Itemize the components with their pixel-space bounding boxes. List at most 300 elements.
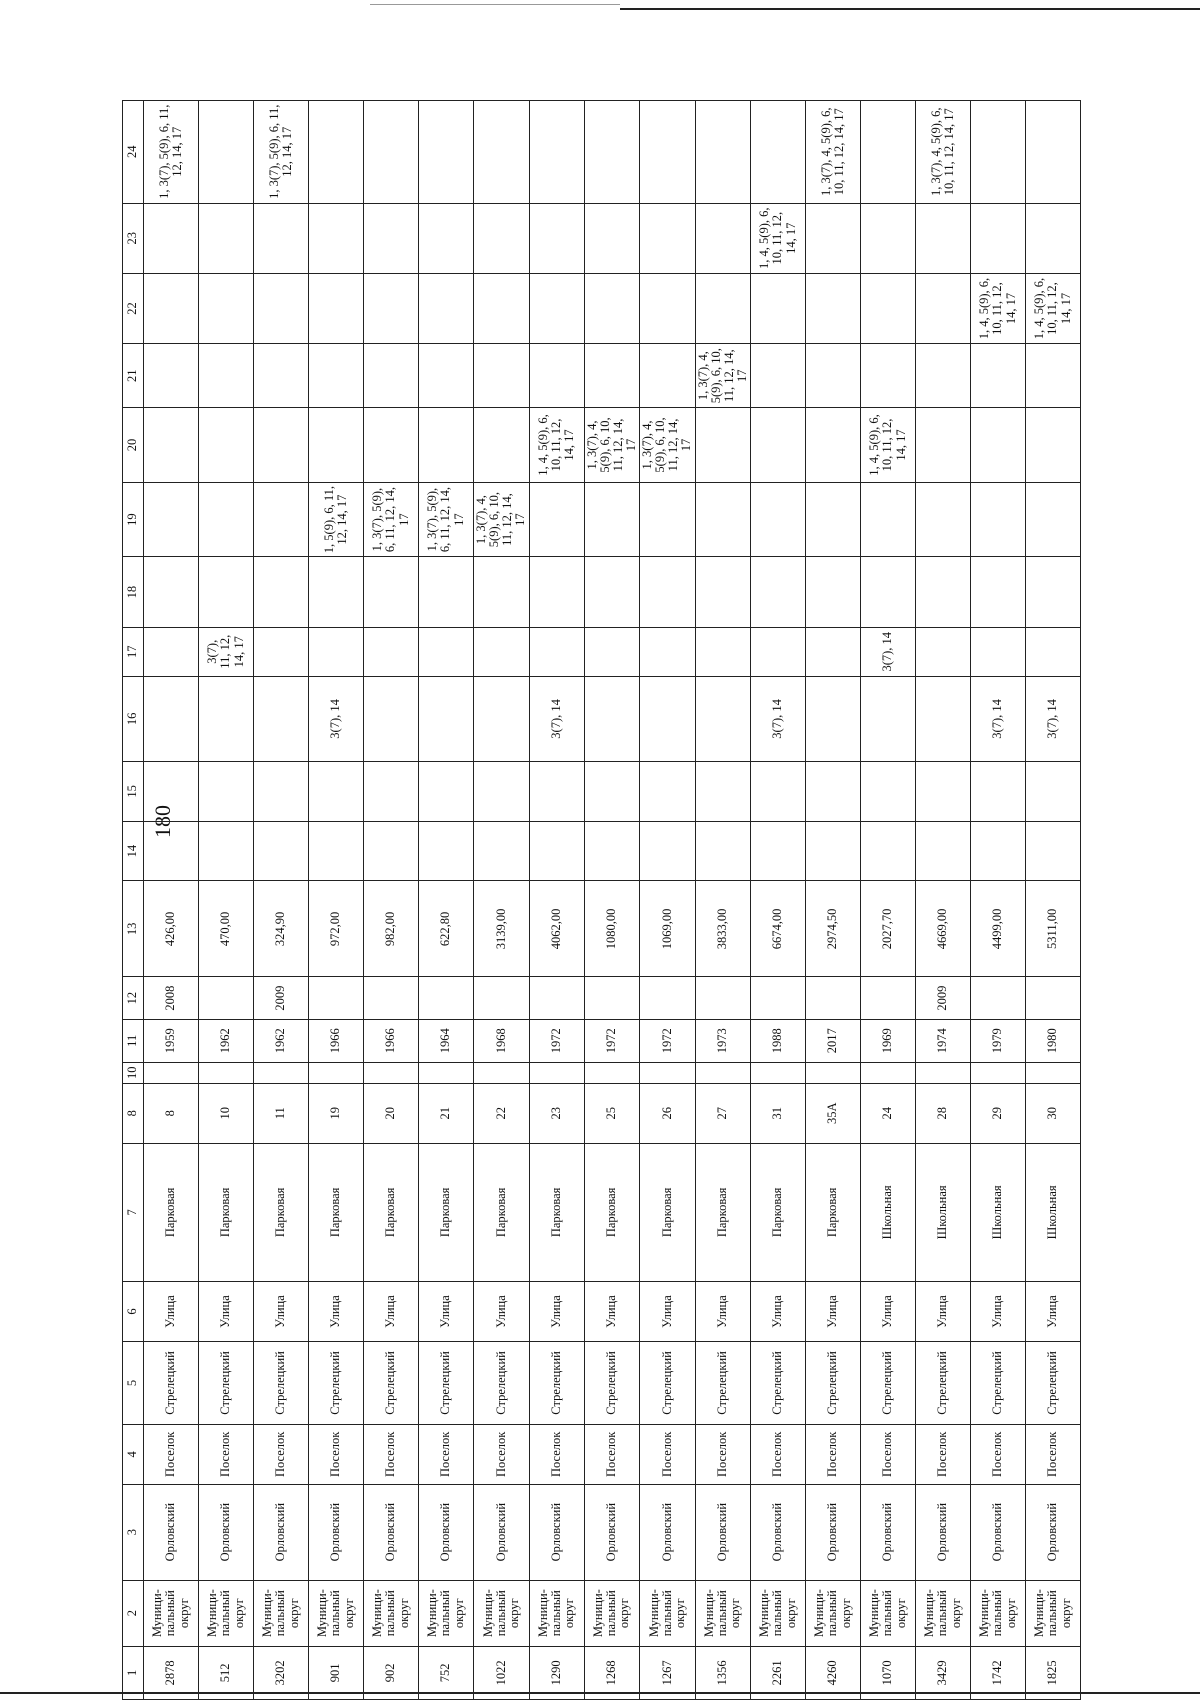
table-cell: Муници-пальный округ: [364, 1580, 419, 1646]
table-cell: [916, 557, 971, 627]
table-cell: 3(7), 14: [861, 627, 916, 676]
table-cell: [695, 482, 751, 557]
table-cell: Парковая: [309, 1143, 364, 1282]
table-cell: [1026, 482, 1081, 557]
table-cell: [1026, 557, 1081, 627]
column-header: 10: [123, 1062, 144, 1083]
table-cell: Орловский: [806, 1484, 861, 1580]
table-row: [971, 101, 1026, 1700]
table-cell: 426,00: [144, 881, 199, 977]
table-cell: Школьная: [861, 1143, 916, 1282]
table-row: [529, 101, 584, 1700]
table-cell: 2017: [806, 1019, 861, 1062]
table-cell: Стрелецкий: [144, 1341, 199, 1424]
table-cell: [971, 821, 1026, 881]
table-cell: [584, 482, 640, 557]
table-cell: [861, 1062, 916, 1083]
table-cell: [474, 821, 530, 881]
column-header: 23: [123, 203, 144, 273]
table-cell: [584, 977, 640, 1020]
table-cell: [254, 1062, 309, 1083]
column-header: 12: [123, 977, 144, 1020]
table-cell: [1026, 1062, 1081, 1083]
table-cell: [364, 273, 419, 343]
table-cell: Муници-пальный округ: [254, 1580, 309, 1646]
table-cell: 972,00: [309, 881, 364, 977]
column-header: 13: [123, 881, 144, 977]
table-cell: [916, 273, 971, 343]
table-cell: Орловский: [1026, 1484, 1081, 1580]
table-cell: [199, 203, 254, 273]
table-cell: [806, 408, 861, 483]
table-cell: [199, 676, 254, 761]
column-header: 8: [123, 1083, 144, 1143]
table-cell: Парковая: [529, 1143, 584, 1282]
table-cell: [419, 762, 474, 822]
table-cell: [640, 101, 696, 204]
table-cell: [584, 1062, 640, 1083]
column-header: 24: [123, 101, 144, 204]
table-cell: Стрелецкий: [529, 1341, 584, 1424]
table-cell: [806, 762, 861, 822]
table-cell: [971, 627, 1026, 676]
table-cell: [640, 344, 696, 408]
table-cell: Муници-пальный округ: [971, 1580, 1026, 1646]
table-cell: 1964: [419, 1019, 474, 1062]
table-cell: Орловский: [529, 1484, 584, 1580]
table-cell: [916, 627, 971, 676]
table-cell: 3(7), 11, 12, 14, 17: [199, 627, 254, 676]
table-cell: [861, 344, 916, 408]
table-row: [364, 101, 419, 1700]
table-cell: [971, 482, 1026, 557]
table-cell: Орловский: [861, 1484, 916, 1580]
table-cell: Муници-пальный округ: [419, 1580, 474, 1646]
table-cell: [751, 627, 806, 676]
table-cell: 1969: [861, 1019, 916, 1062]
table-cell: [751, 344, 806, 408]
table-cell: [806, 557, 861, 627]
table-cell: [529, 627, 584, 676]
table-cell: [144, 557, 199, 627]
table-cell: 1988: [751, 1019, 806, 1062]
table-cell: 3833,00: [695, 881, 751, 977]
table-cell: [806, 627, 861, 676]
table-cell: 2008: [144, 977, 199, 1020]
table-cell: [144, 821, 199, 881]
table-cell: [751, 762, 806, 822]
table-row: [254, 101, 309, 1700]
table-cell: 1742: [971, 1646, 1026, 1699]
table-cell: Парковая: [751, 1143, 806, 1282]
table-cell: [584, 557, 640, 627]
table-cell: 1, 3(7), 4, 5(9), 6, 10, 11, 12, 14, 17: [916, 101, 971, 204]
table-cell: Орловский: [640, 1484, 696, 1580]
table-row: [584, 101, 640, 1700]
table-cell: Орловский: [254, 1484, 309, 1580]
table-cell: Муници-пальный округ: [751, 1580, 806, 1646]
table-cell: [806, 821, 861, 881]
table-row: [916, 101, 971, 1700]
table-cell: [695, 977, 751, 1020]
table-cell: 11: [254, 1083, 309, 1143]
table-cell: [806, 344, 861, 408]
table-cell: [861, 762, 916, 822]
table-row: [419, 101, 474, 1700]
table-cell: [419, 101, 474, 204]
table-cell: 1, 3(7), 4, 5(9), 6, 10, 11, 12, 14, 17: [640, 408, 696, 483]
column-header: 17: [123, 627, 144, 676]
table-cell: [474, 762, 530, 822]
table-cell: [529, 1062, 584, 1083]
table-cell: 982,00: [364, 881, 419, 977]
table-cell: [861, 101, 916, 204]
table-cell: [751, 977, 806, 1020]
table-cell: Стрелецкий: [309, 1341, 364, 1424]
table-cell: [474, 101, 530, 204]
table-cell: [199, 482, 254, 557]
table-cell: [309, 273, 364, 343]
table-cell: 22: [474, 1083, 530, 1143]
table-row: [640, 101, 696, 1700]
table-cell: [751, 482, 806, 557]
table-cell: [419, 203, 474, 273]
table-cell: [474, 627, 530, 676]
table-cell: Улица: [309, 1282, 364, 1342]
table-cell: 1, 5(9), 6, 11, 12, 14, 17: [309, 482, 364, 557]
table-cell: 1, 3(7), 5(9), 6, 11, 12, 14, 17: [419, 482, 474, 557]
table-cell: [640, 627, 696, 676]
table-cell: [474, 676, 530, 761]
table-cell: 3139,00: [474, 881, 530, 977]
table-cell: [419, 1062, 474, 1083]
table-cell: 29: [971, 1083, 1026, 1143]
table-cell: [751, 408, 806, 483]
table-cell: Поселок: [861, 1425, 916, 1485]
table-cell: [144, 676, 199, 761]
column-header: 16: [123, 676, 144, 761]
table-cell: [364, 821, 419, 881]
table-cell: 1, 4, 5(9), 6, 10, 11, 12, 14, 17: [971, 273, 1026, 343]
table-cell: Стрелецкий: [419, 1341, 474, 1424]
table-cell: 1962: [254, 1019, 309, 1062]
table-cell: [584, 203, 640, 273]
table-cell: [309, 203, 364, 273]
table-cell: [144, 482, 199, 557]
table-cell: [806, 977, 861, 1020]
table-cell: Муници-пальный округ: [309, 1580, 364, 1646]
table-cell: Орловский: [144, 1484, 199, 1580]
table-cell: 752: [419, 1646, 474, 1699]
table-cell: Орловский: [751, 1484, 806, 1580]
table-cell: Орловский: [419, 1484, 474, 1580]
table-cell: [861, 203, 916, 273]
table-cell: 30: [1026, 1083, 1081, 1143]
table-cell: Стрелецкий: [364, 1341, 419, 1424]
table-cell: [529, 557, 584, 627]
column-header: 22: [123, 273, 144, 343]
table-cell: [971, 344, 1026, 408]
table-cell: Поселок: [254, 1425, 309, 1485]
table-cell: [309, 101, 364, 204]
table-cell: [640, 977, 696, 1020]
table-cell: Поселок: [364, 1425, 419, 1485]
table-cell: Поселок: [529, 1425, 584, 1485]
table-cell: 1022: [474, 1646, 530, 1699]
table-cell: [474, 203, 530, 273]
table-cell: 1, 4, 5(9), 6, 10, 11, 12, 14, 17: [1026, 273, 1081, 343]
table-cell: Стрелецкий: [254, 1341, 309, 1424]
table-cell: [419, 627, 474, 676]
table-cell: [309, 1062, 364, 1083]
table-cell: [474, 408, 530, 483]
table-cell: 20: [364, 1083, 419, 1143]
table-cell: Школьная: [1026, 1143, 1081, 1282]
table-cell: Муници-пальный округ: [806, 1580, 861, 1646]
table-cell: [861, 557, 916, 627]
table-row: [144, 101, 199, 1700]
table-row: [806, 101, 861, 1700]
table-cell: [916, 203, 971, 273]
table-cell: [254, 557, 309, 627]
table-cell: [364, 557, 419, 627]
table-cell: Парковая: [199, 1143, 254, 1282]
table-cell: 1, 3(7), 4, 5(9), 6, 10, 11, 12, 14, 17: [474, 482, 530, 557]
table-cell: [309, 344, 364, 408]
table-cell: [695, 101, 751, 204]
column-header: 14: [123, 821, 144, 881]
table-cell: 1966: [309, 1019, 364, 1062]
table-cell: [309, 821, 364, 881]
table-cell: [695, 203, 751, 273]
scan-edge-line: [0, 1692, 1200, 1694]
table-cell: [474, 557, 530, 627]
table-cell: [254, 203, 309, 273]
table-cell: [695, 273, 751, 343]
table-cell: Парковая: [584, 1143, 640, 1282]
table-cell: [419, 408, 474, 483]
table-cell: 1959: [144, 1019, 199, 1062]
table-cell: Улица: [529, 1282, 584, 1342]
table-cell: [144, 762, 199, 822]
table-cell: Муници-пальный округ: [144, 1580, 199, 1646]
table-cell: 21: [419, 1083, 474, 1143]
table-cell: [419, 821, 474, 881]
table-cell: 8: [144, 1083, 199, 1143]
table-cell: [364, 408, 419, 483]
table-cell: [529, 977, 584, 1020]
table-cell: [144, 203, 199, 273]
table-cell: Улица: [971, 1282, 1026, 1342]
table-cell: 1, 3(7), 4, 5(9), 6, 10, 11, 12, 14, 17: [695, 344, 751, 408]
table-cell: Парковая: [640, 1143, 696, 1282]
table-cell: 10: [199, 1083, 254, 1143]
table-cell: 1080,00: [584, 881, 640, 977]
table-cell: Парковая: [144, 1143, 199, 1282]
table-cell: [806, 676, 861, 761]
table-cell: Стрелецкий: [916, 1341, 971, 1424]
table-cell: Муници-пальный округ: [529, 1580, 584, 1646]
table-cell: Поселок: [199, 1425, 254, 1485]
table-cell: 35А: [806, 1083, 861, 1143]
table-cell: [364, 627, 419, 676]
table-cell: [584, 676, 640, 761]
table-cell: [1026, 344, 1081, 408]
table-cell: [806, 273, 861, 343]
table-cell: 26: [640, 1083, 696, 1143]
table-cell: Муници-пальный округ: [1026, 1580, 1081, 1646]
table-cell: Поселок: [971, 1425, 1026, 1485]
table-cell: Муници-пальный округ: [474, 1580, 530, 1646]
table-cell: [916, 821, 971, 881]
table-cell: 1, 3(7), 4, 5(9), 6, 10, 11, 12, 14, 17: [806, 101, 861, 204]
table-cell: 1, 4, 5(9), 6, 10, 11, 12, 14, 17: [529, 408, 584, 483]
table-cell: [584, 627, 640, 676]
table-cell: 1070: [861, 1646, 916, 1699]
table-cell: [584, 762, 640, 822]
column-header: 2: [123, 1580, 144, 1646]
table-cell: [254, 408, 309, 483]
table-cell: [1026, 977, 1081, 1020]
table-cell: 4669,00: [916, 881, 971, 977]
table-cell: [419, 676, 474, 761]
table-row: [474, 101, 530, 1700]
table-cell: Стрелецкий: [695, 1341, 751, 1424]
table-cell: [364, 977, 419, 1020]
table-cell: [419, 977, 474, 1020]
table-cell: [529, 821, 584, 881]
table-row: [1026, 101, 1081, 1700]
table-cell: Орловский: [916, 1484, 971, 1580]
table-cell: [695, 821, 751, 881]
table-cell: [199, 557, 254, 627]
table-cell: [916, 762, 971, 822]
table-cell: [309, 977, 364, 1020]
table-cell: Школьная: [916, 1143, 971, 1282]
table-cell: 24: [861, 1083, 916, 1143]
column-header: 11: [123, 1019, 144, 1062]
table-cell: [144, 273, 199, 343]
column-header: 19: [123, 482, 144, 557]
table-cell: 1974: [916, 1019, 971, 1062]
table-cell: [1026, 101, 1081, 204]
table-cell: [916, 482, 971, 557]
table-cell: Улица: [254, 1282, 309, 1342]
page-number: 180: [150, 805, 175, 838]
table-cell: [309, 627, 364, 676]
table-cell: [971, 1062, 1026, 1083]
table-cell: 3(7), 14: [971, 676, 1026, 761]
table-cell: [419, 273, 474, 343]
table-cell: [419, 344, 474, 408]
table-cell: [640, 1062, 696, 1083]
table-cell: [529, 203, 584, 273]
table-cell: [640, 821, 696, 881]
table-cell: [254, 762, 309, 822]
column-header: 15: [123, 762, 144, 822]
table-cell: [751, 101, 806, 204]
table-body: [144, 101, 1081, 1700]
table-cell: 1962: [199, 1019, 254, 1062]
table-cell: [529, 344, 584, 408]
table-cell: 2261: [751, 1646, 806, 1699]
document-table-rotated: [122, 100, 1197, 1700]
column-header: 6: [123, 1282, 144, 1342]
table-cell: Поселок: [474, 1425, 530, 1485]
table-cell: 1979: [971, 1019, 1026, 1062]
table-cell: [529, 273, 584, 343]
table-cell: [419, 557, 474, 627]
table-cell: Поселок: [1026, 1425, 1081, 1485]
table-cell: Улица: [419, 1282, 474, 1342]
table-row: [751, 101, 806, 1700]
table-cell: [695, 762, 751, 822]
table-cell: [916, 408, 971, 483]
table-cell: [199, 101, 254, 204]
table-cell: Улица: [144, 1282, 199, 1342]
table-cell: 1069,00: [640, 881, 696, 977]
table-cell: [695, 676, 751, 761]
column-header: 20: [123, 408, 144, 483]
table-cell: [199, 408, 254, 483]
table-cell: 3(7), 14: [529, 676, 584, 761]
table-cell: [254, 273, 309, 343]
table-cell: [971, 203, 1026, 273]
table-cell: 27: [695, 1083, 751, 1143]
table-cell: Стрелецкий: [971, 1341, 1026, 1424]
table-cell: 6674,00: [751, 881, 806, 977]
table-cell: Поселок: [916, 1425, 971, 1485]
table-cell: Орловский: [695, 1484, 751, 1580]
table-row: [199, 101, 254, 1700]
table-cell: [861, 676, 916, 761]
column-number-header: [123, 101, 144, 1700]
table-cell: 1968: [474, 1019, 530, 1062]
table-cell: 1, 3(7), 5(9), 6, 11, 12, 14, 17: [364, 482, 419, 557]
column-header: 5: [123, 1341, 144, 1424]
table-cell: 5311,00: [1026, 881, 1081, 977]
table-cell: 4499,00: [971, 881, 1026, 977]
table-cell: 1980: [1026, 1019, 1081, 1062]
table-cell: [806, 203, 861, 273]
table-cell: [695, 557, 751, 627]
scan-edge-line: [620, 8, 1200, 10]
table-cell: [584, 101, 640, 204]
table-cell: Улица: [474, 1282, 530, 1342]
table-cell: Орловский: [309, 1484, 364, 1580]
table-cell: [364, 344, 419, 408]
table-cell: [971, 977, 1026, 1020]
table-cell: [971, 408, 1026, 483]
table-cell: [529, 762, 584, 822]
table-cell: Поселок: [584, 1425, 640, 1485]
table-cell: Стрелецкий: [1026, 1341, 1081, 1424]
table-cell: [861, 977, 916, 1020]
table-cell: 1268: [584, 1646, 640, 1699]
table-cell: Поселок: [695, 1425, 751, 1485]
table-cell: [254, 627, 309, 676]
table-cell: Стрелецкий: [806, 1341, 861, 1424]
table-cell: [144, 627, 199, 676]
table-cell: 3(7), 14: [751, 676, 806, 761]
table-cell: [199, 821, 254, 881]
table-cell: [199, 273, 254, 343]
column-header: 21: [123, 344, 144, 408]
table-cell: Парковая: [806, 1143, 861, 1282]
table-cell: Поселок: [309, 1425, 364, 1485]
table-cell: [1026, 627, 1081, 676]
table-cell: Парковая: [419, 1143, 474, 1282]
